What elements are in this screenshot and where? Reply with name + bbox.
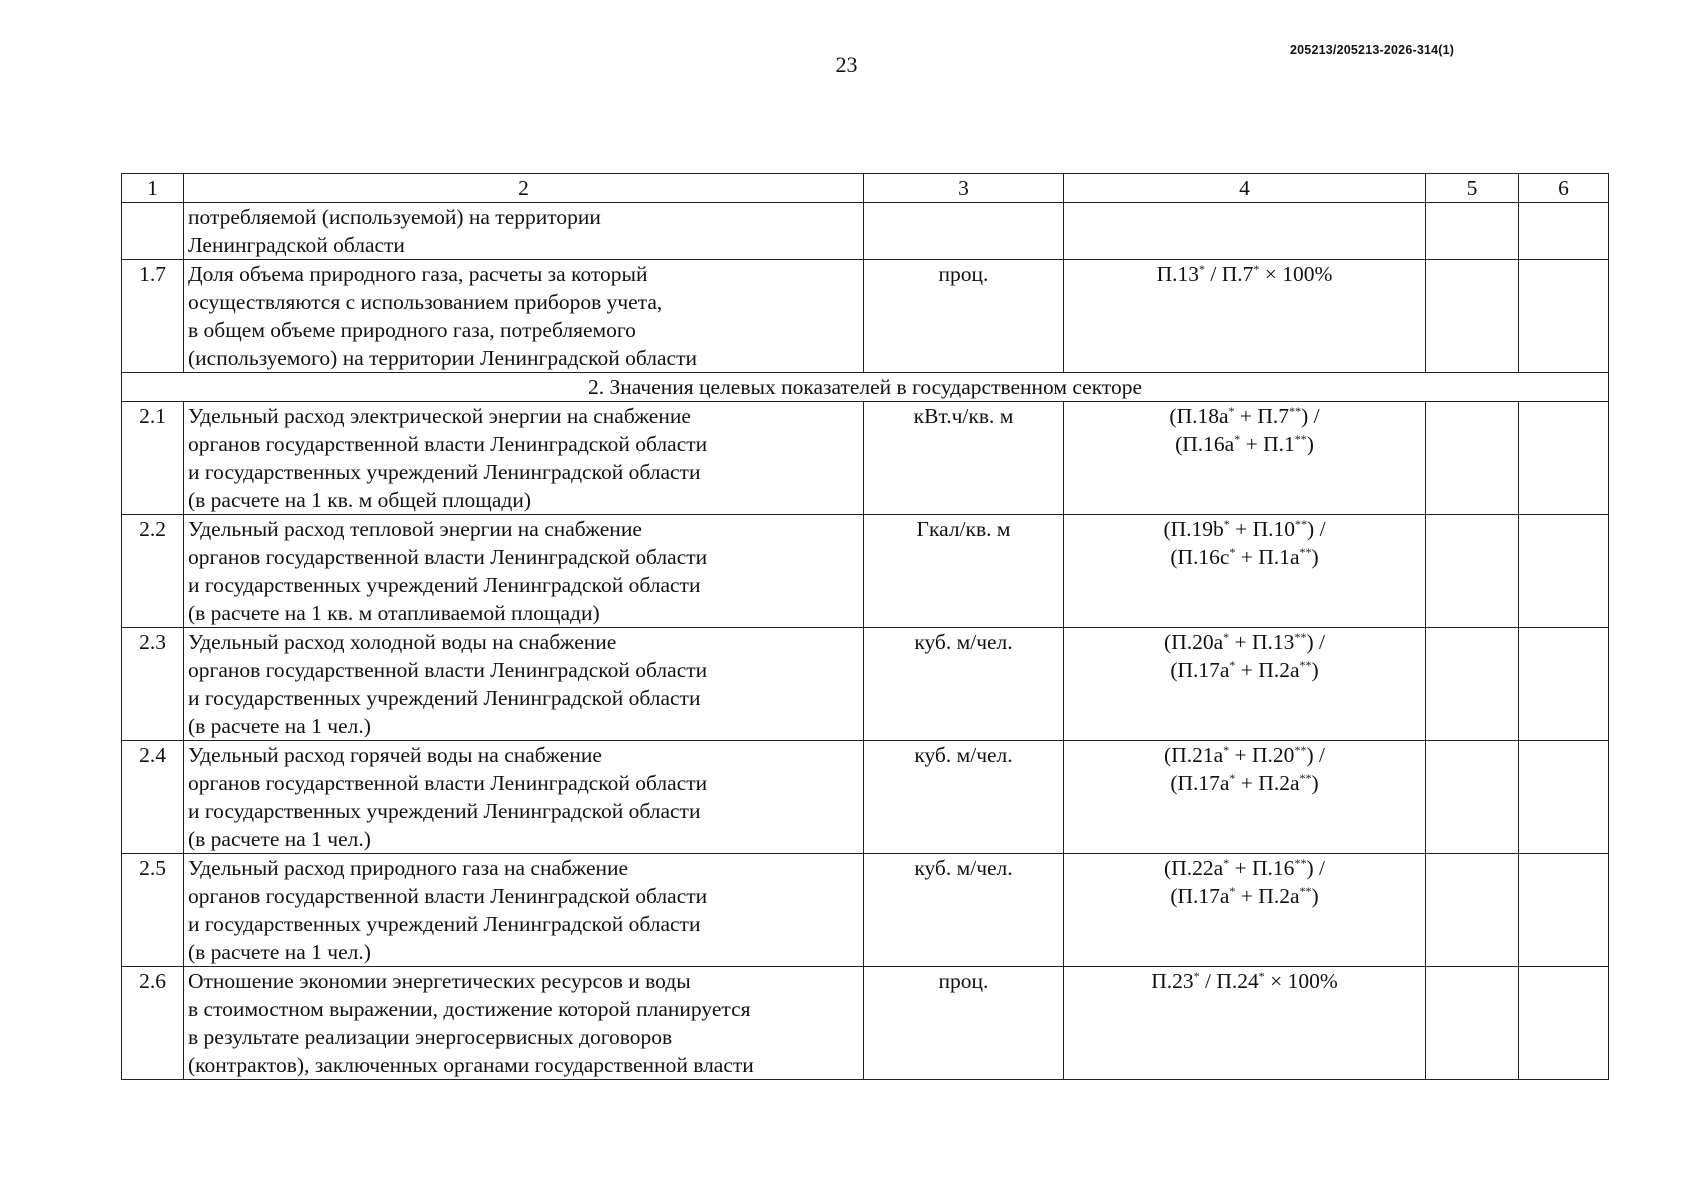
formula-line [1068, 741, 1421, 769]
indicator-name [184, 402, 864, 515]
formula-term: ) [1311, 884, 1319, 908]
indicator-name-line: (используемого) на территории Ленинградской области [188, 346, 697, 370]
column-header-5: 5 [1426, 174, 1519, 203]
formula-term: / П.7 [1204, 262, 1254, 286]
formula-term: П.13 [1156, 262, 1199, 286]
calculation-formula [1064, 628, 1426, 741]
formula-term: (П.21а [1164, 743, 1224, 767]
formula-footnote-mark: * [1223, 855, 1230, 870]
formula-line [1068, 967, 1421, 995]
indicator-name-line: и государственных учреждений Ленинградской области [188, 912, 701, 936]
indicator-name-line: органов государственной власти Ленинградской области [188, 545, 708, 569]
formula-footnote-mark: ** [1294, 742, 1307, 757]
indicator-name-line: в результате реализации энергосервисных договоров [188, 1025, 673, 1049]
indicator-name [184, 854, 864, 967]
calculation-formula [1064, 260, 1426, 373]
formula-term: П.23 [1151, 969, 1194, 993]
calculation-formula [1064, 741, 1426, 854]
section-title: 2. Значения целевых показателей в государственном секторе [122, 373, 1609, 402]
formula-footnote-mark: ** [1294, 431, 1307, 446]
column-5-cell [1426, 203, 1519, 260]
formula-term: + П.16 [1229, 856, 1295, 880]
indicator-name-line: и государственных учреждений Ленинградской области [188, 573, 701, 597]
formula-term: × 100% [1264, 969, 1338, 993]
formula-term: / П.24 [1199, 969, 1259, 993]
formula-term: + П.2а [1235, 658, 1300, 682]
page-number: 23 [835, 52, 858, 77]
formula-footnote-mark: ** [1295, 516, 1308, 531]
formula-term: (П.17а [1170, 771, 1230, 795]
formula-term: + П.1а [1235, 545, 1300, 569]
indicator-name-line: Удельный расход тепловой энергии на снабжение [188, 517, 642, 541]
indicator-name-line: Удельный расход горячей воды на снабжение [188, 743, 602, 767]
unit-of-measure: проц. [864, 260, 1064, 373]
indicator-name-line: Удельный расход электрической энергии на снабжение [188, 404, 691, 428]
formula-footnote-mark: * [1253, 261, 1260, 276]
indicator-name-line: (в расчете на 1 чел.) [188, 714, 371, 738]
table-body [122, 174, 1609, 1080]
formula-term: + П.2а [1235, 884, 1300, 908]
indicator-name [184, 967, 864, 1080]
unit-of-measure: куб. м/чел. [864, 741, 1064, 854]
unit-of-measure: куб. м/чел. [864, 628, 1064, 741]
indicator-name-line: органов государственной власти Ленинградской области [188, 771, 708, 795]
column-6-cell [1519, 203, 1609, 260]
indicator-name-line: органов государственной власти Ленинградской области [188, 884, 708, 908]
formula-term: (П.17а [1170, 884, 1230, 908]
row-number: 2.5 [122, 854, 184, 967]
column-5-cell [1426, 967, 1519, 1080]
formula-term: ) / [1306, 630, 1325, 654]
formula-line [1068, 515, 1421, 543]
formula-footnote-mark: * [1229, 544, 1236, 559]
table-row [122, 402, 1609, 515]
formula-line [1068, 402, 1421, 430]
formula-term: + П.13 [1229, 630, 1295, 654]
formula-term: + П.1 [1240, 432, 1295, 456]
indicator-name [184, 515, 864, 628]
column-5-cell [1426, 515, 1519, 628]
indicator-name-line: и государственных учреждений Ленинградской области [188, 460, 701, 484]
unit-of-measure: проц. [864, 967, 1064, 1080]
document-id: 205213/205213-2026-314(1) [1290, 43, 1455, 57]
indicator-name-line: органов государственной власти Ленинградской области [188, 658, 708, 682]
column-6-cell [1519, 628, 1609, 741]
formula-line [1068, 628, 1421, 656]
column-header-6: 6 [1519, 174, 1609, 203]
calculation-formula [1064, 515, 1426, 628]
formula-line [1068, 854, 1421, 882]
table-row [122, 515, 1609, 628]
formula-footnote-mark: ** [1294, 855, 1307, 870]
formula-term: ) [1311, 545, 1319, 569]
indicator-name-line: (в расчете на 1 чел.) [188, 827, 371, 851]
unit-of-measure: Гкал/кв. м [864, 515, 1064, 628]
column-6-cell [1519, 741, 1609, 854]
indicator-name-line: потребляемой (используемой) на территории [188, 205, 601, 229]
formula-footnote-mark: * [1193, 968, 1200, 983]
column-6-cell [1519, 402, 1609, 515]
indicator-name-line: Ленинградской области [188, 233, 405, 257]
formula-footnote-mark: ** [1299, 657, 1312, 672]
column-header-3: 3 [864, 174, 1064, 203]
row-number: 2.4 [122, 741, 184, 854]
formula-term: (П.16с [1170, 545, 1230, 569]
formula-term: ) / [1301, 404, 1320, 428]
indicator-name [184, 260, 864, 373]
formula-term: ) / [1307, 517, 1326, 541]
formula-footnote-mark: * [1258, 968, 1265, 983]
calculation-formula [1064, 967, 1426, 1080]
formula-term: ) / [1306, 856, 1325, 880]
formula-footnote-mark: * [1198, 261, 1205, 276]
formula-line [1068, 656, 1421, 684]
formula-footnote-mark: * [1229, 657, 1236, 672]
formula-term: + П.10 [1229, 517, 1296, 541]
indicator-name-line: (контрактов), заключенных органами государственной власти [188, 1053, 754, 1077]
calculation-formula [1064, 854, 1426, 967]
calculation-formula [1064, 203, 1426, 260]
column-6-cell [1519, 515, 1609, 628]
column-header-2: 2 [184, 174, 864, 203]
column-5-cell [1426, 854, 1519, 967]
formula-term: (П.19b [1163, 517, 1224, 541]
indicator-name-line: и государственных учреждений Ленинградской области [188, 686, 701, 710]
indicators-table [121, 173, 1609, 1080]
row-number: 1.7 [122, 260, 184, 373]
formula-term: + П.2а [1235, 771, 1300, 795]
column-6-cell [1519, 967, 1609, 1080]
row-number [122, 203, 184, 260]
formula-footnote-mark: * [1229, 770, 1236, 785]
indicator-name-line: в стоимостном выражении, достижение которой планируется [188, 997, 751, 1021]
formula-term: ) [1311, 771, 1319, 795]
column-5-cell [1426, 628, 1519, 741]
column-5-cell [1426, 741, 1519, 854]
indicator-name-line: органов государственной власти Ленинградской области [188, 432, 708, 456]
indicator-name-line: Доля объема природного газа, расчеты за который [188, 262, 648, 286]
table-header-row [122, 174, 1609, 203]
indicator-name-line: (в расчете на 1 кв. м общей площади) [188, 488, 531, 512]
column-6-cell [1519, 260, 1609, 373]
formula-term: (П.17а [1170, 658, 1230, 682]
indicator-name-line: в общем объеме природного газа, потребляемого [188, 318, 636, 342]
formula-term: ) [1306, 432, 1314, 456]
indicator-name-line: осуществляются с использованием приборов учета, [188, 290, 663, 314]
formula-footnote-mark: ** [1299, 883, 1312, 898]
formula-footnote-mark: * [1228, 403, 1235, 418]
row-number: 2.1 [122, 402, 184, 515]
formula-term: ) [1311, 658, 1319, 682]
table-row [122, 260, 1609, 373]
column-6-cell [1519, 854, 1609, 967]
indicator-name-line: и государственных учреждений Ленинградской области [188, 799, 701, 823]
column-5-cell [1426, 260, 1519, 373]
formula-term: + П.20 [1229, 743, 1295, 767]
row-number: 2.3 [122, 628, 184, 741]
formula-footnote-mark: ** [1299, 770, 1312, 785]
indicator-name-line: Удельный расход холодной воды на снабжение [188, 630, 617, 654]
formula-footnote-mark: ** [1299, 544, 1312, 559]
table-row [122, 203, 1609, 260]
indicator-name [184, 203, 864, 260]
unit-of-measure: кВт.ч/кв. м [864, 402, 1064, 515]
indicator-name-line: (в расчете на 1 кв. м отапливаемой площади) [188, 601, 600, 625]
formula-footnote-mark: * [1223, 742, 1230, 757]
formula-line [1068, 430, 1421, 458]
formula-term: (П.22а [1164, 856, 1224, 880]
formula-term: (П.16а [1175, 432, 1235, 456]
column-header-1: 1 [122, 174, 184, 203]
formula-line [1068, 769, 1421, 797]
formula-footnote-mark: * [1223, 629, 1230, 644]
table-row [122, 967, 1609, 1080]
table-row [122, 854, 1609, 967]
unit-of-measure [864, 203, 1064, 260]
calculation-formula [1064, 402, 1426, 515]
indicator-name [184, 741, 864, 854]
formula-line [1068, 260, 1421, 288]
formula-footnote-mark: * [1229, 883, 1236, 898]
table-row [122, 741, 1609, 854]
formula-term: ) / [1306, 743, 1325, 767]
formula-line [1068, 543, 1421, 571]
formula-line [1068, 882, 1421, 910]
formula-term: + П.7 [1234, 404, 1290, 428]
indicator-name-line: Отношение экономии энергетических ресурсов и воды [188, 969, 691, 993]
table-row [122, 628, 1609, 741]
column-5-cell [1426, 402, 1519, 515]
indicator-name [184, 628, 864, 741]
row-number: 2.2 [122, 515, 184, 628]
column-header-4: 4 [1064, 174, 1426, 203]
indicator-name-line: (в расчете на 1 чел.) [188, 940, 371, 964]
row-number: 2.6 [122, 967, 184, 1080]
formula-term: (П.18а [1169, 404, 1229, 428]
formula-footnote-mark: * [1234, 431, 1241, 446]
unit-of-measure: куб. м/чел. [864, 854, 1064, 967]
formula-term: × 100% [1259, 262, 1333, 286]
formula-term: (П.20а [1164, 630, 1224, 654]
section-row [122, 373, 1609, 402]
formula-footnote-mark: ** [1289, 403, 1302, 418]
formula-footnote-mark: * [1223, 516, 1230, 531]
indicator-name-line: Удельный расход природного газа на снабжение [188, 856, 629, 880]
formula-footnote-mark: ** [1294, 629, 1307, 644]
